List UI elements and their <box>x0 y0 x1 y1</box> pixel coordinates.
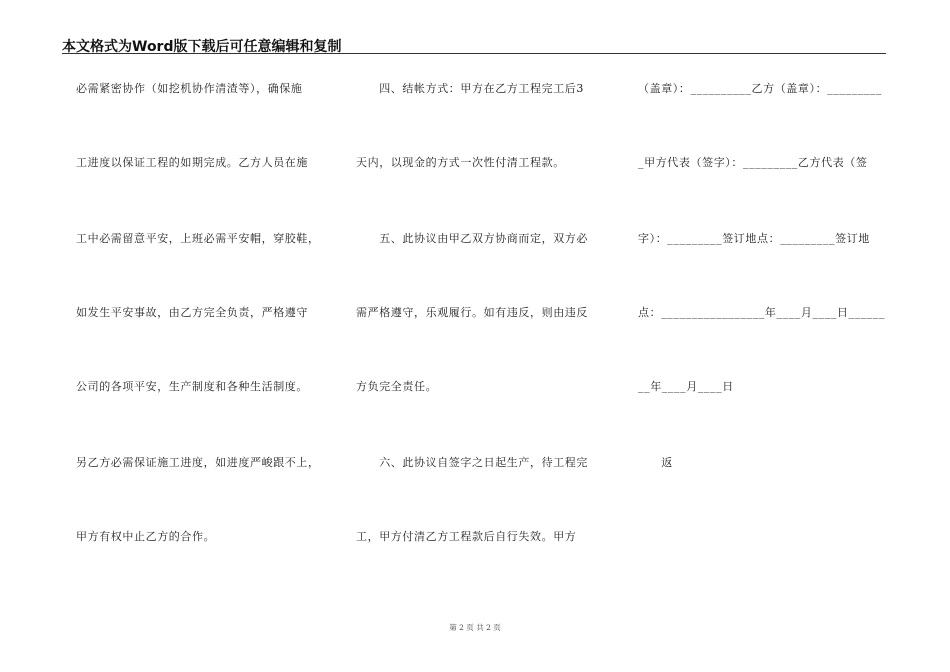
column-1-line-3: 工中必需留意平安，上班必需平安帽，穿胶鞋， <box>76 232 320 245</box>
column-3-line-3: 字）：_________签订地点：_________签订地 <box>638 232 870 245</box>
column-3-line-1: （盖章）：__________乙方（盖章）：_________ <box>638 82 883 95</box>
header-divider <box>62 53 886 54</box>
column-3-line-2: _甲方代表（签字）：_________乙方代表（签 <box>638 156 868 169</box>
column-2-line-3: 五、此协议由甲乙双方协商而定，双方必 <box>356 232 588 245</box>
column-1-line-5: 公司的各项平安，生产制度和各种生活制度。 <box>76 380 308 393</box>
page-number-footer: 第 2 页 共 2 页 <box>449 623 501 632</box>
column-1-line-1: 必需紧密协作（如挖机协作清渣等），确保施 <box>76 82 303 95</box>
column-3-line-6: 返 <box>638 456 673 469</box>
column-2-line-6: 六、此协议自签字之日起生产，待工程完 <box>356 456 588 469</box>
column-2-line-5: 方负完全责任。 <box>356 380 438 393</box>
column-1-line-6: 另乙方必需保证施工进度，如进度严峻跟不上， <box>76 456 320 469</box>
column-2-line-7: 工，甲方付清乙方工程款后自行失效。甲方 <box>356 530 577 543</box>
column-1-line-7: 甲方有权中止乙方的合作。 <box>76 530 216 543</box>
column-3-line-4: 点：_________________年____月____日______ <box>638 306 886 319</box>
column-1-line-4: 如发生平安事故，由乙方完全负责，严格遵守 <box>76 306 308 319</box>
column-3-line-5: __年____月____日 <box>638 380 734 393</box>
document-header-title: 本文格式为Word版下载后可任意编辑和复制 <box>62 39 342 55</box>
column-1-line-2: 工进度以保证工程的如期完成。乙方人员在施 <box>76 156 308 169</box>
column-2-line-2: 天内，以现金的方式一次性付清工程款。 <box>356 156 565 169</box>
column-2-line-4: 需严格遵守，乐观履行。如有违反，则由违反 <box>356 306 588 319</box>
column-2-line-1: 四、结帐方式：甲方在乙方工程完工后3 <box>356 82 584 95</box>
